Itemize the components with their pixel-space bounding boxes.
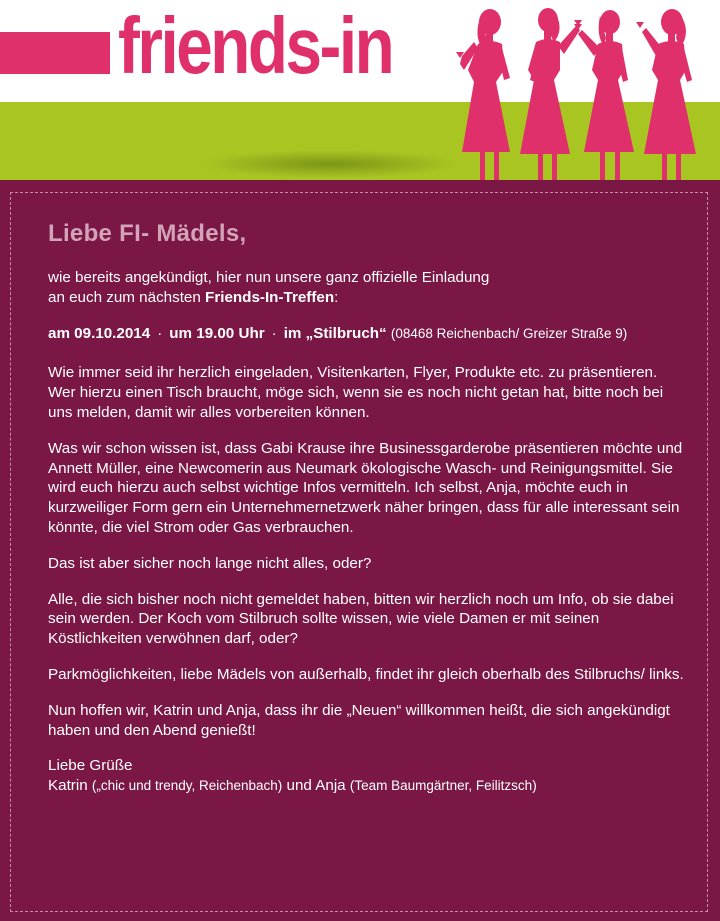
event-address: (08468 Reichenbach/ Greizer Straße 9) [390,325,628,341]
intro-paragraph [48,268,688,308]
paragraph-welcome: Nun hoffen wir, Katrin und Anja, dass ihr die „Neuen“ willkommen heißt, die sich angekündigt haben und den Abend genießt! [48,701,670,739]
event-date: am 09.10.2014 [48,324,151,342]
letter-body [48,220,688,796]
signer-katrin-org: („chic und trendy, Reichenbach) [91,778,283,794]
signer-anja: und Anja [286,777,346,795]
intro-line-2-suffix: : [334,288,339,306]
paragraph-more: Das ist aber sicher noch lange nicht alles, oder? [48,554,372,572]
women-silhouettes-illustration [450,0,720,188]
event-venue: im „Stilbruch“ [283,324,387,342]
event-details-line [48,324,688,344]
paragraph-rsvp: Alle, die sich bisher noch nicht gemeldet haben, bitten wir herzlich noch um Info, ob sie dabei sein werden. Der Koch vom Stilbruch sollte wissen, wie viele Damen er mit seinen Köstlichkeiten verwöhnen darf, oder? [48,590,674,648]
woman-silhouette-2 [520,8,582,180]
meeting-name: Friends-In-Treffen [205,288,335,306]
paragraph-presentations: Wie immer seid ihr herzlich eingeladen, Visitenkarten, Flyer, Produkte etc. zu präsentieren. Wer hierzu einen Tisch braucht, möge sich, wenn sie es noch nicht getan hat, bitte noch bei uns melden, damit wir alles vorbereiten können. [48,364,664,421]
signer-katrin: Katrin [48,777,88,795]
paragraph-parking: Parkmöglichkeiten, liebe Mädels von außerhalb, findet ihr gleich oberhalb des Stilbruchs/ links. [48,665,684,683]
intro-line-1: wie bereits angekündigt, hier nun unsere ganz offizielle Einladung [48,269,490,286]
closing-line: Liebe Grüße [48,757,133,775]
intro-line-2-prefix: an euch zum nächsten [48,288,206,306]
logo-accent-bar [0,32,110,74]
signature-block [48,756,688,796]
paragraph-program: Was wir schon wissen ist, dass Gabi Krause ihre Businessgarderobe präsentieren möchte und Annett Müller, eine Newcomerin aus Neumark ökologische Wasch- und Reinigungsmittel. Sie wird euch hierzu auch selbst wichtige Infos vermitteln. Ich selbst, Anja, möchte euch in kurzweiliger Form gern ein Unternehmernetzwerk näher bringen, dass für alle interessant sein könnte, die viel Strom oder Gas verbrauchen. [48,439,683,536]
logo-text: friends-in [118,1,393,90]
woman-silhouette-4 [636,9,696,180]
signer-anja-org: (Team Baumgärtner, Feilitzsch) [349,778,537,794]
banner-shadow [200,150,460,178]
separator-dot: · [271,324,277,342]
event-time: um 19.00 Uhr [169,324,265,342]
woman-silhouette-3 [574,10,634,180]
header [0,0,720,188]
woman-silhouette-1 [456,9,510,180]
separator-dot: · [157,324,163,342]
invitation-panel [0,180,720,921]
greeting-heading: Liebe FI- Mädels, [48,220,247,247]
signature-line [48,776,688,796]
